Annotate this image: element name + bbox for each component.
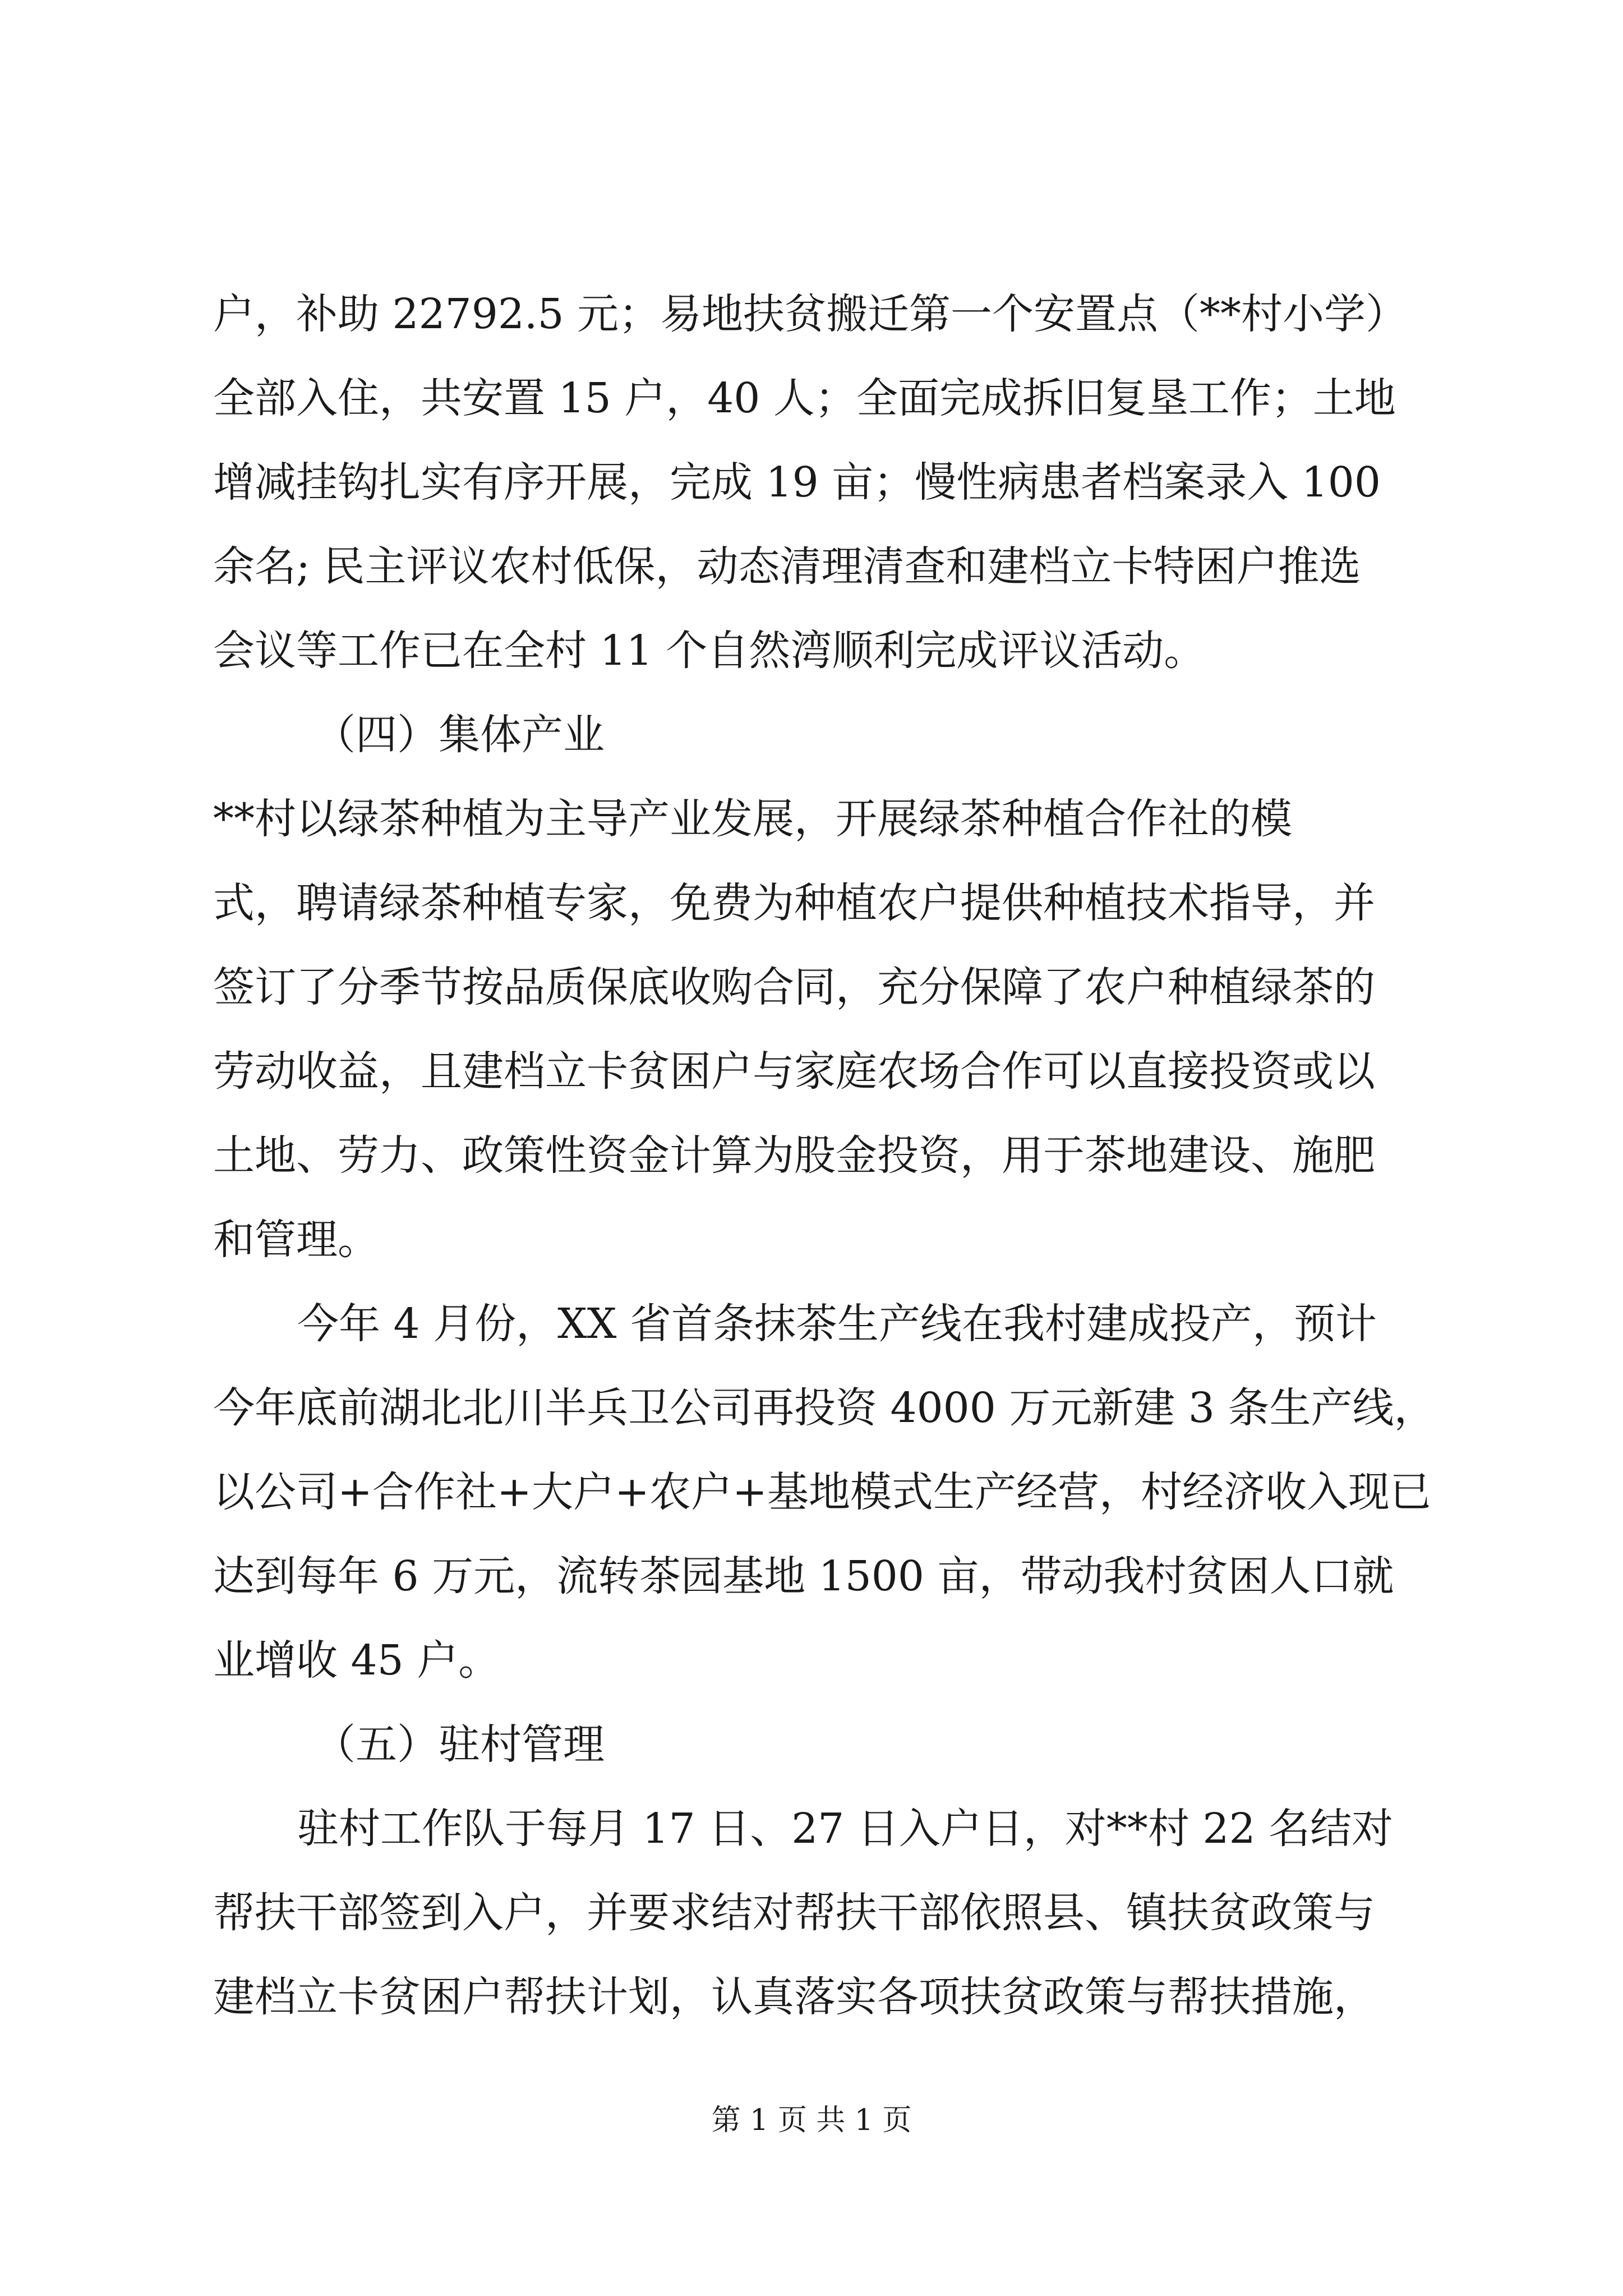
text-line: 和管理。 — [213, 1216, 379, 1264]
section-heading: （五）驻村管理 — [314, 1720, 605, 1769]
text-line: 全部入住，共安置 15 户，40 人；全面完成拆旧复垦工作；土地 — [213, 374, 1396, 422]
text-line: 驻村工作队于每月 17 日、27 日入户日，对**村 22 名结对 — [297, 1805, 1394, 1853]
text-line: 建档立卡贫困户帮扶计划，认真落实各项扶贫政策与帮扶措施， — [213, 1973, 1375, 2021]
text-line: **村以绿茶种植为主导产业发展，开展绿茶种植合作社的模 — [213, 795, 1292, 843]
text-line: 余名; 民主评议农村低保，动态清理清查和建档立卡特困户推选 — [213, 542, 1361, 591]
text-line: 今年 4 月份，XX 省首条抹茶生产线在我村建成投产，预计 — [297, 1300, 1377, 1348]
text-line: 户，补助 22792.5 元；易地扶贫搬迁第一个安置点（**村小学） — [213, 290, 1408, 338]
text-line: 会议等工作已在全村 11 个自然湾顺利完成评议活动。 — [213, 627, 1206, 675]
text-line: 业增收 45 户。 — [213, 1636, 500, 1685]
text-line: 式，聘请绿茶种植专家，免费为种植农户提供种植技术指导，并 — [213, 879, 1375, 927]
text-line: 今年底前湖北北川半兵卫公司再投资 4000 万元新建 3 条生产线， — [213, 1384, 1436, 1432]
text-line: 土地、劳力、政策性资金计算为股金投资，用于茶地建设、施肥 — [213, 1131, 1375, 1180]
page-number-footer: 第 1 页 共 1 页 — [711, 2104, 912, 2137]
text-line: 劳动收益，且建档立卡贫困户与家庭农场合作可以直接投资或以 — [213, 1047, 1375, 1096]
text-line: 以公司+合作社+大户+农户+基地模式生产经营，村经济收入现已 — [213, 1468, 1432, 1516]
text-line: 达到每年 6 万元，流转茶园基地 1500 亩，带动我村贫困人口就 — [213, 1552, 1394, 1600]
text-line: 增减挂钩扎实有序开展，完成 19 亩；慢性病患者档案录入 100 — [213, 458, 1381, 507]
text-line: 签订了分季节按品质保底收购合同，充分保障了农户种植绿茶的 — [213, 963, 1375, 1011]
section-heading: （四）集体产业 — [314, 711, 605, 759]
text-line: 帮扶干部签到入户，并要求结对帮扶干部依照县、镇扶贫政策与 — [213, 1889, 1375, 1937]
